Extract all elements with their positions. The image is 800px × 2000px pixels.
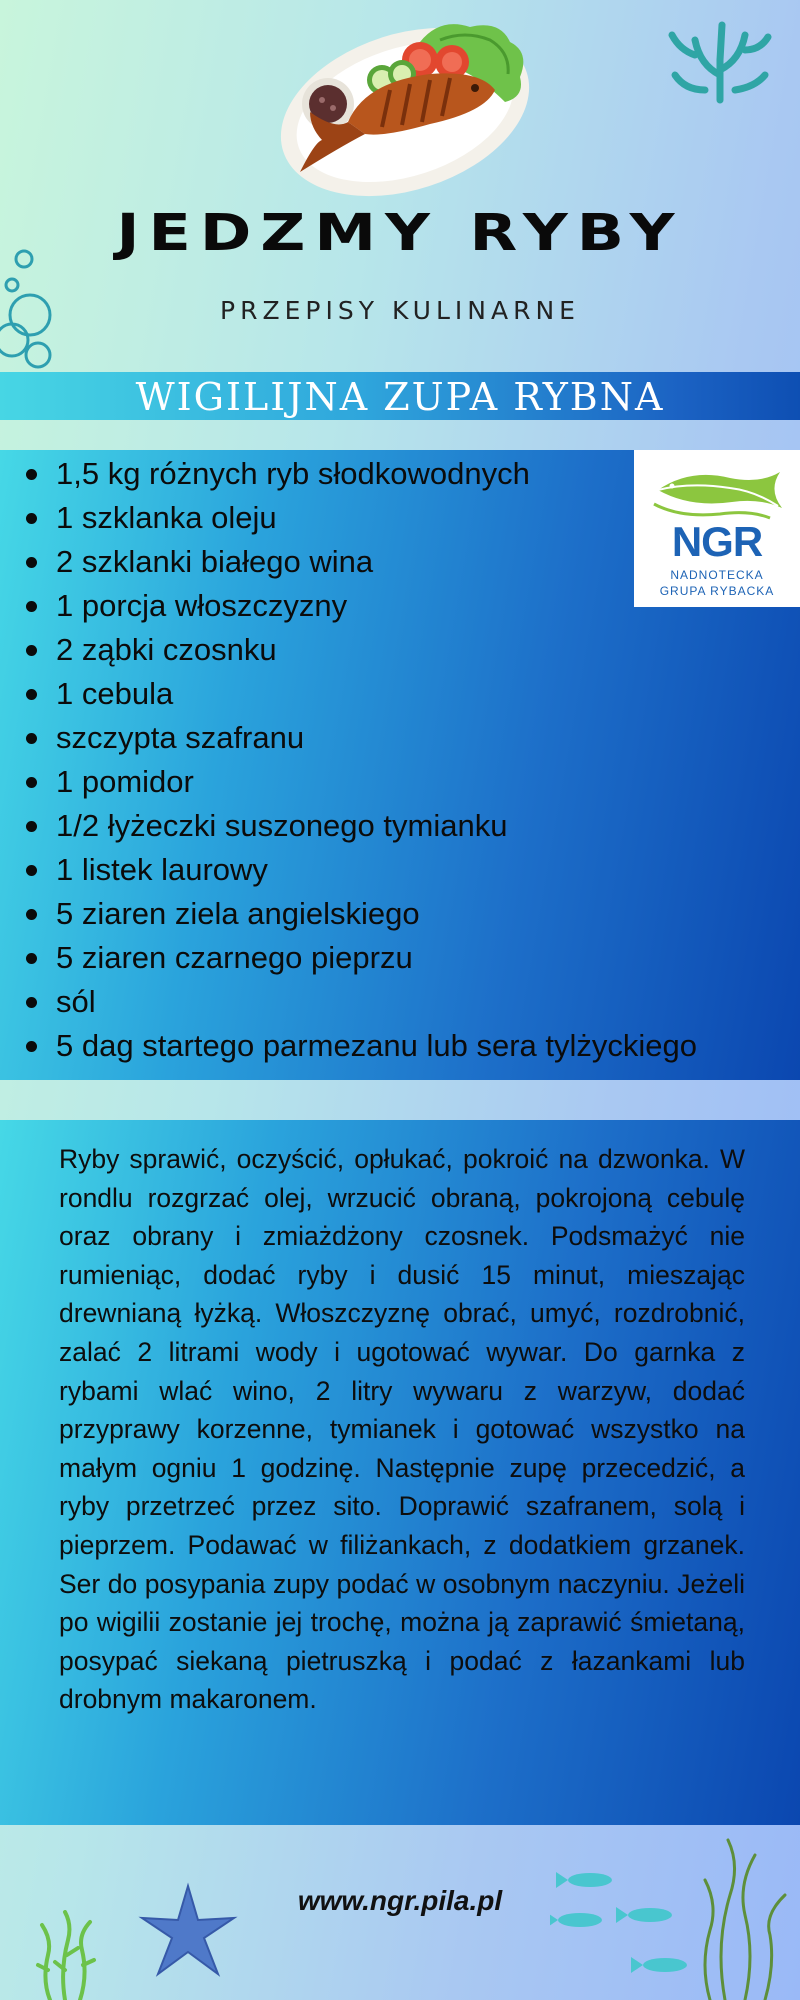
ingredient-item: 1/2 łyżeczki suszonego tymianku: [22, 804, 697, 848]
fish-dish-illustration: [270, 12, 550, 197]
ingredient-item: szczypta szafranu: [22, 716, 697, 760]
method-text: Ryby sprawić, oczyścić, opłukać, pokroić na dzwonka. W rondlu rozgrzać olej, wrzucić obraną, pokrojoną cebulę oraz obrany i zmiażdżony czosnek. Podsmażyć nie rumieniąc, dodać ryby i dusić 15 minut, mieszając drewnianą łyżką. Włoszczyznę obrać, umyć, rozdrobnić, zalać 2 litrami wody i ugotować wywar. Do garnka z rybami wlać wino, 2 litry wywaru z warzyw, dodać przyprawy korzenne, tymianek i gotować wszystko na małym ogniu 1 godzinę. Następnie zupę przecedzić, a ryby przetrzeć przez sito. Doprawić szafranem, solą i pieprzem. Podawać w filiżankach, z dodatkiem grzanek. Ser do posypania zupy podać w osobnym naczyniu. Jeżeli po wigilii zostanie jej trochę, można ją zaprawić śmietaną, posypać siekaną pietruszką i podać z łazankami lub drobnym makaronem.: [59, 1144, 745, 1715]
fish-school-icon: [550, 1835, 800, 2000]
ingredients-list: [22, 452, 697, 1068]
ingredient-item: 1 porcja włoszczyzny: [22, 584, 697, 628]
page-title: JEDZMY RYBY: [116, 202, 684, 263]
logo-mark: NGR: [671, 518, 763, 565]
ingredient-item: 2 ząbki czosnku: [22, 628, 697, 672]
ingredient-item: 1 szklanka oleju: [22, 496, 697, 540]
ingredient-item: 1 listek laurowy: [22, 848, 697, 892]
ingredient-item: sól: [22, 980, 697, 1024]
coral-icon: [660, 15, 780, 105]
ingredient-item: 1 cebula: [22, 672, 697, 716]
ingredient-item: 5 ziaren ziela angielskiego: [22, 892, 697, 936]
seaweed-icon: [20, 1910, 110, 2000]
website-link[interactable]: www.ngr.pila.pl: [297, 1885, 503, 1916]
ingredient-item: 1,5 kg różnych ryb słodkowodnych: [22, 452, 697, 496]
ingredient-item: 1 pomidor: [22, 760, 697, 804]
ingredient-item: 5 dag startego parmezanu lub sera tylżyckiego: [22, 1024, 697, 1068]
logo-line-2: GRUPA RYBACKA: [659, 584, 775, 598]
ingredient-item: 2 szklanki białego wina: [22, 540, 697, 584]
ingredient-item: 5 ziaren czarnego pieprzu: [22, 936, 697, 980]
fish-logo-icon: [650, 460, 790, 522]
recipe-title: WIGILIJNA ZUPA RYBNA: [135, 375, 665, 419]
logo-line-1: NADNOTECKA: [670, 568, 764, 582]
page-subtitle: PRZEPISY KULINARNE: [220, 296, 580, 325]
